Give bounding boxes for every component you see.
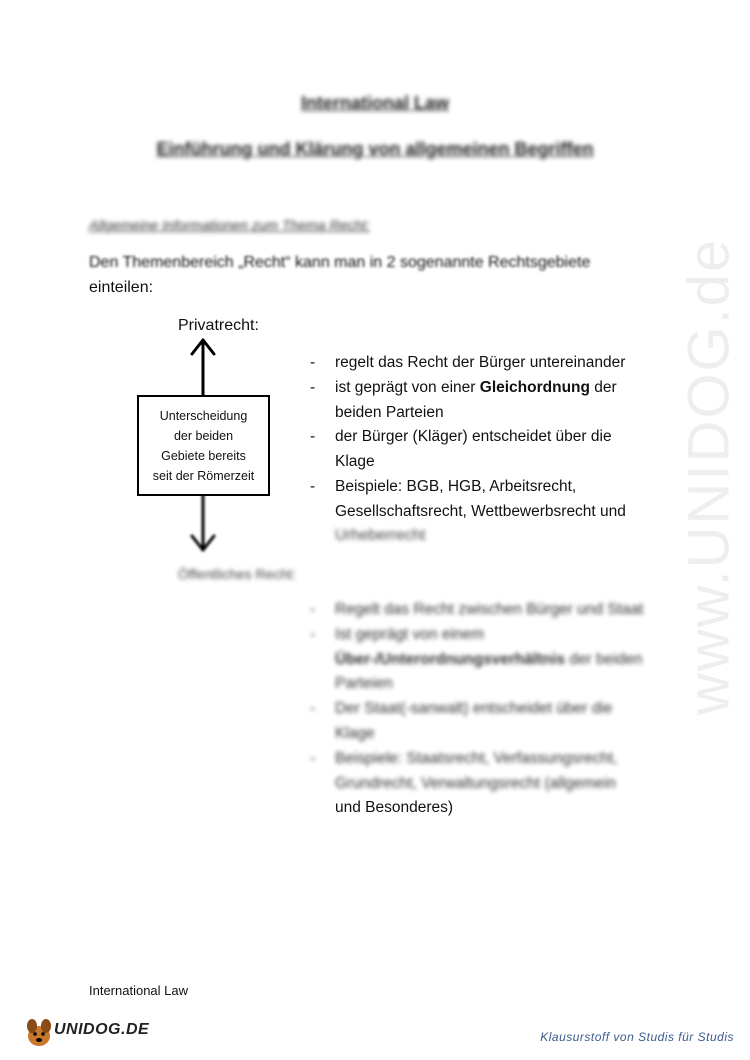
list-item: - Ist geprägt von einem Über-/Unterordnungsverhältnis der beiden Parteien <box>310 623 650 697</box>
logo-text: UNIDOG.DE <box>54 1021 150 1038</box>
unidog-logo[interactable] <box>24 1016 154 1050</box>
watermark: www.UNIDOG.de <box>676 237 742 715</box>
box-line: Unterscheidung <box>159 408 248 423</box>
list-item: - Der Staat(-sanwalt) entscheidet über die Klage <box>310 697 650 747</box>
oeffentliches-recht-continuation: und Besonderes) <box>335 799 454 816</box>
privatrecht-continuation: Urheberrecht <box>335 527 426 544</box>
box-line: seit der Römerzeit <box>152 468 255 483</box>
oeffentliches-recht-list <box>310 598 650 796</box>
page-subtitle: Einführung und Klärung von allgemeinen Begriffen <box>156 139 594 159</box>
diagram-box <box>137 395 270 496</box>
list-item: - Beispiele: Staatsrecht, Verfassungsrecht, Grundrecht, Verwaltungsrecht (allgemein <box>310 747 650 797</box>
footer-tagline: Klausurstoff von Studis für Studis <box>540 1030 734 1044</box>
privatrecht-label: Privatrecht: <box>178 317 259 334</box>
list-item: - der Bürger (Kläger) entscheidet über die Klage <box>310 425 650 475</box>
list-item: - Regelt das Recht zwischen Bürger und Staat <box>310 598 650 623</box>
page-title: International Law <box>300 93 450 113</box>
footer-title: International Law <box>89 983 189 998</box>
law-diagram <box>120 330 290 560</box>
intro-line-1: Den Themenbereich „Recht“ kann man in 2 sogenannte Rechtsgebiete <box>89 254 591 271</box>
intro-line-2: einteilen: <box>89 279 154 296</box>
dog-icon <box>24 1016 54 1050</box>
list-item: - Beispiele: BGB, HGB, Arbeitsrecht, Gesellschaftsrecht, Wettbewerbsrecht und <box>310 475 650 525</box>
box-line: Gebiete bereits <box>161 448 246 463</box>
privatrecht-list <box>310 351 650 525</box>
list-item: - ist geprägt von einer Gleichordnung der beiden Parteien <box>310 376 650 426</box>
list-item: - regelt das Recht der Bürger untereinander <box>310 351 650 376</box>
section-heading: Allgemeine Informationen zum Thema Recht: <box>89 217 370 233</box>
box-line: der beiden <box>173 428 234 443</box>
oeffentliches-recht-label: Öffentliches Recht: <box>178 566 297 582</box>
